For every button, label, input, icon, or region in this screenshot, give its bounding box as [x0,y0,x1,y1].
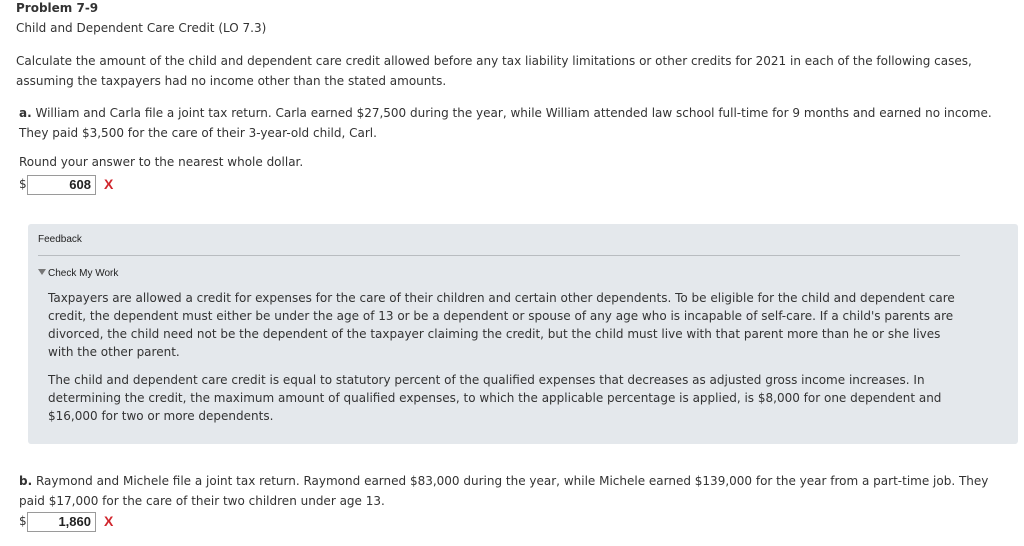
problem-intro: Calculate the amount of the child and dependent care credit allowed before any tax liability limitations or other credits for 2021 in each of the following cases, assuming the taxpayers had no income other than the stated amounts. [16,54,972,88]
collapse-triangle-icon [38,269,46,275]
part-a-incorrect-icon: X [104,176,114,192]
part-a-question [19,103,1009,143]
check-my-work-label: Check My Work [48,268,119,279]
check-my-work-toggle[interactable] [38,268,118,279]
feedback-divider [38,255,960,256]
part-b-question [19,471,1014,511]
part-b-answer-input[interactable]: 1,860 [27,512,96,532]
part-a-currency: $ [19,177,27,191]
problem-subtitle: Child and Dependent Care Credit (LO 7.3) [16,21,267,35]
part-a-answer-input[interactable]: 608 [27,175,96,195]
part-a-label: a. [19,106,32,120]
part-b-label: b. [19,474,33,488]
feedback-paragraph-2: The child and dependent care credit is equal to statutory percent of the qualified expenses that decreases as adjusted gross income increases. In determining the credit, the maximum amount of qualified expenses, to which the applicable percentage is applied, is $8,000 for one dependent and $16,000 for two or more dependents. [48,373,942,423]
round-note: Round your answer to the nearest whole dollar. [19,155,304,169]
part-b-incorrect-icon: X [104,513,114,529]
part-b-text: Raymond and Michele file a joint tax return. Raymond earned $83,000 during the year, while Michele earned $139,000 for the year from a part-time job. They paid $17,000 for the care of their two children under age 13. [19,474,989,508]
feedback-paragraph-1: Taxpayers are allowed a credit for expenses for the care of their children and certain other dependents. To be eligible for the child and dependent care credit, the dependent must either be under the age of 13 or be a dependent or spouse of any age who is incapable of self-care. If a child's parents are divorced, the child need not be the dependent of the taxpayer claiming the credit, but the child must live with that parent more than he or she lives with the other parent. [48,291,955,359]
part-b-currency: $ [19,514,27,528]
feedback-label: Feedback [38,234,82,245]
part-a-text: William and Carla file a joint tax return. Carla earned $27,500 during the year, while William attended law school full-time for 9 months and earned no income. They paid $3,500 for the care of their 3-year-old child, Carl. [19,106,992,140]
problem-title: Problem 7-9 [16,1,99,15]
